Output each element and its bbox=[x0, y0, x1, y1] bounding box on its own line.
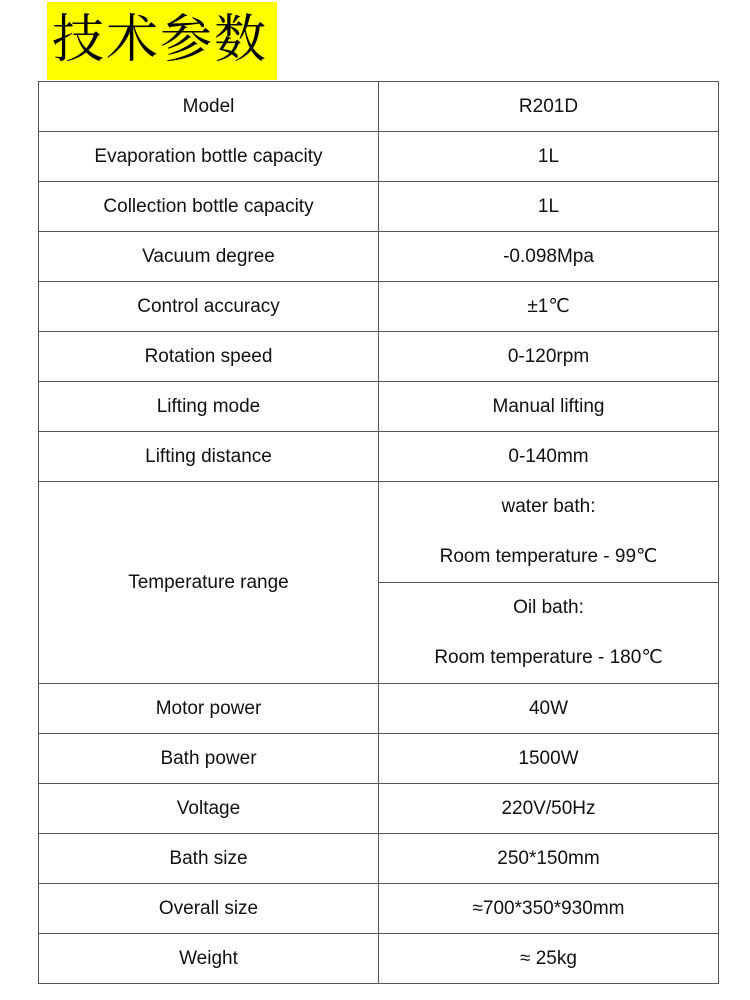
row-label: Weight bbox=[39, 934, 379, 984]
row-value: 0-120rpm bbox=[379, 332, 719, 382]
table-row bbox=[39, 182, 719, 232]
table-row bbox=[39, 232, 719, 282]
row-label: Lifting mode bbox=[39, 382, 379, 432]
row-value: 1L bbox=[379, 182, 719, 232]
row-value: ±1℃ bbox=[379, 282, 719, 332]
row-value: 1L bbox=[379, 132, 719, 182]
water-bath-range: Room temperature - 99℃ bbox=[439, 546, 658, 567]
spec-table bbox=[38, 81, 719, 984]
table-row bbox=[39, 884, 719, 934]
table-row bbox=[39, 684, 719, 734]
water-bath-title: water bath: bbox=[501, 496, 596, 517]
row-value: ≈ 25kg bbox=[379, 934, 719, 984]
row-label: Motor power bbox=[39, 684, 379, 734]
row-value: ≈700*350*930mm bbox=[379, 884, 719, 934]
row-value: -0.098Mpa bbox=[379, 232, 719, 282]
table-row bbox=[39, 934, 719, 984]
row-value: R201D bbox=[379, 82, 719, 132]
row-label: Bath power bbox=[39, 734, 379, 784]
table-row-temperature-water bbox=[39, 482, 719, 583]
table-row bbox=[39, 382, 719, 432]
oil-bath-cell bbox=[379, 583, 719, 684]
table-row bbox=[39, 282, 719, 332]
oil-bath-range: Room temperature - 180℃ bbox=[434, 647, 663, 668]
table-row bbox=[39, 834, 719, 884]
row-label: Evaporation bottle capacity bbox=[39, 132, 379, 182]
oil-bath-title: Oil bath: bbox=[513, 597, 584, 618]
row-value: 0-140mm bbox=[379, 432, 719, 482]
row-label: Vacuum degree bbox=[39, 232, 379, 282]
table-row bbox=[39, 132, 719, 182]
row-label-temperature: Temperature range bbox=[39, 482, 379, 684]
row-label: Bath size bbox=[39, 834, 379, 884]
row-label: Overall size bbox=[39, 884, 379, 934]
row-label: Voltage bbox=[39, 784, 379, 834]
water-bath-cell bbox=[379, 482, 719, 583]
table-row bbox=[39, 734, 719, 784]
table-row bbox=[39, 784, 719, 834]
row-label: Rotation speed bbox=[39, 332, 379, 382]
row-label: Lifting distance bbox=[39, 432, 379, 482]
row-value: 40W bbox=[379, 684, 719, 734]
table-row bbox=[39, 82, 719, 132]
page-title: 技术参数 bbox=[52, 10, 269, 70]
row-label: Control accuracy bbox=[39, 282, 379, 332]
row-label: Collection bottle capacity bbox=[39, 182, 379, 232]
row-value: Manual lifting bbox=[379, 382, 719, 432]
table-row bbox=[39, 432, 719, 482]
table-row bbox=[39, 332, 719, 382]
row-label: Model bbox=[39, 82, 379, 132]
row-value: 1500W bbox=[379, 734, 719, 784]
row-value: 220V/50Hz bbox=[379, 784, 719, 834]
row-value: 250*150mm bbox=[379, 834, 719, 884]
